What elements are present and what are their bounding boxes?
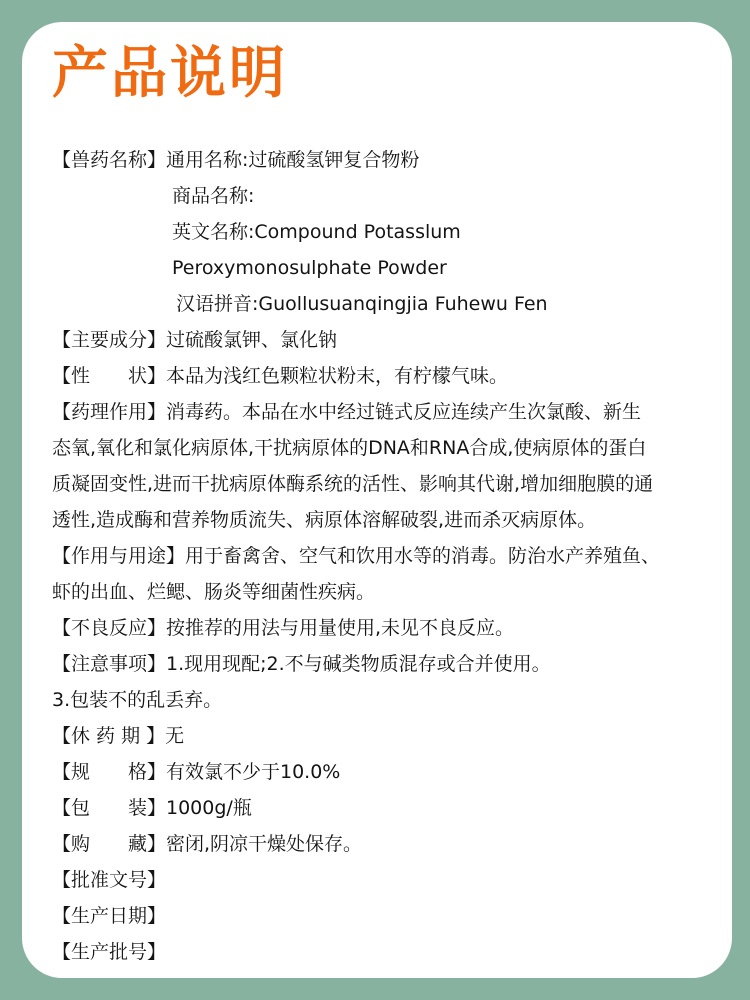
withdrawal-period-line: 【休 药 期 】无 (52, 725, 185, 747)
pharmacology-line-4: 透性,造成酶和营养物质流失、病原体溶解破裂,进而杀灭病原体。 (52, 509, 597, 531)
usage-line-1: 【作用与用途】用于畜禽舍、空气和饮用水等的消毒。防治水产养殖鱼、 (52, 545, 661, 567)
adverse-reactions-line: 【不良反应】按推荐的用法与用量使用,未见不良反应。 (52, 617, 515, 639)
pinyin-name-line: 汉语拼音:Guollusuanqingjia Fuhewu Fen (176, 293, 548, 315)
packaging-line: 【包 装】1000g/瓶 (52, 797, 252, 819)
precautions-line-1: 【注意事项】1.现用现配;2.不与碱类物质混存或合并使用。 (52, 653, 551, 675)
approval-number-line: 【批准文号】 (52, 869, 167, 891)
pharmacology-line-3: 质凝固变性,进而干扰病原体酶系统的活性、影响其代谢,增加细胞膜的通 (52, 473, 654, 495)
properties-line: 【性 状】本品为浅红色颗粒状粉末，有柠檬气味。 (52, 365, 509, 387)
main-ingredients-line: 【主要成分】过硫酸氯钾、氯化钠 (52, 329, 338, 351)
specification-line: 【规 格】有效氯不少于10.0% (52, 761, 341, 783)
pharmacology-line-2: 态氧,氧化和氯化病原体,干扰病原体的DNA和RNA合成,使病原体的蛋白 (52, 437, 647, 459)
english-name-line: 英文名称:Compound Potasslum (172, 221, 461, 243)
storage-line: 【购 藏】密闭,阴凉干燥处保存。 (52, 833, 363, 855)
pharmacology-line-1: 【药理作用】消毒药。本品在水中经过链式反应连续产生次氯酸、新生 (52, 401, 642, 423)
vet-drug-name-line: 【兽药名称】通用名称:过硫酸氢钾复合物粉 (52, 149, 420, 171)
english-name-continued-line: Peroxymonosulphate Powder (172, 257, 447, 279)
production-date-line: 【生产日期】 (52, 905, 167, 927)
page-title: 产品说明 (52, 41, 288, 106)
trade-name-line: 商品名称: (172, 185, 255, 207)
batch-number-line: 【生产批号】 (52, 941, 167, 963)
usage-line-2: 虾的出血、烂鳃、肠炎等细菌性疾病。 (52, 581, 376, 603)
precautions-line-2: 3.包装不的乱丢弃。 (52, 689, 223, 711)
